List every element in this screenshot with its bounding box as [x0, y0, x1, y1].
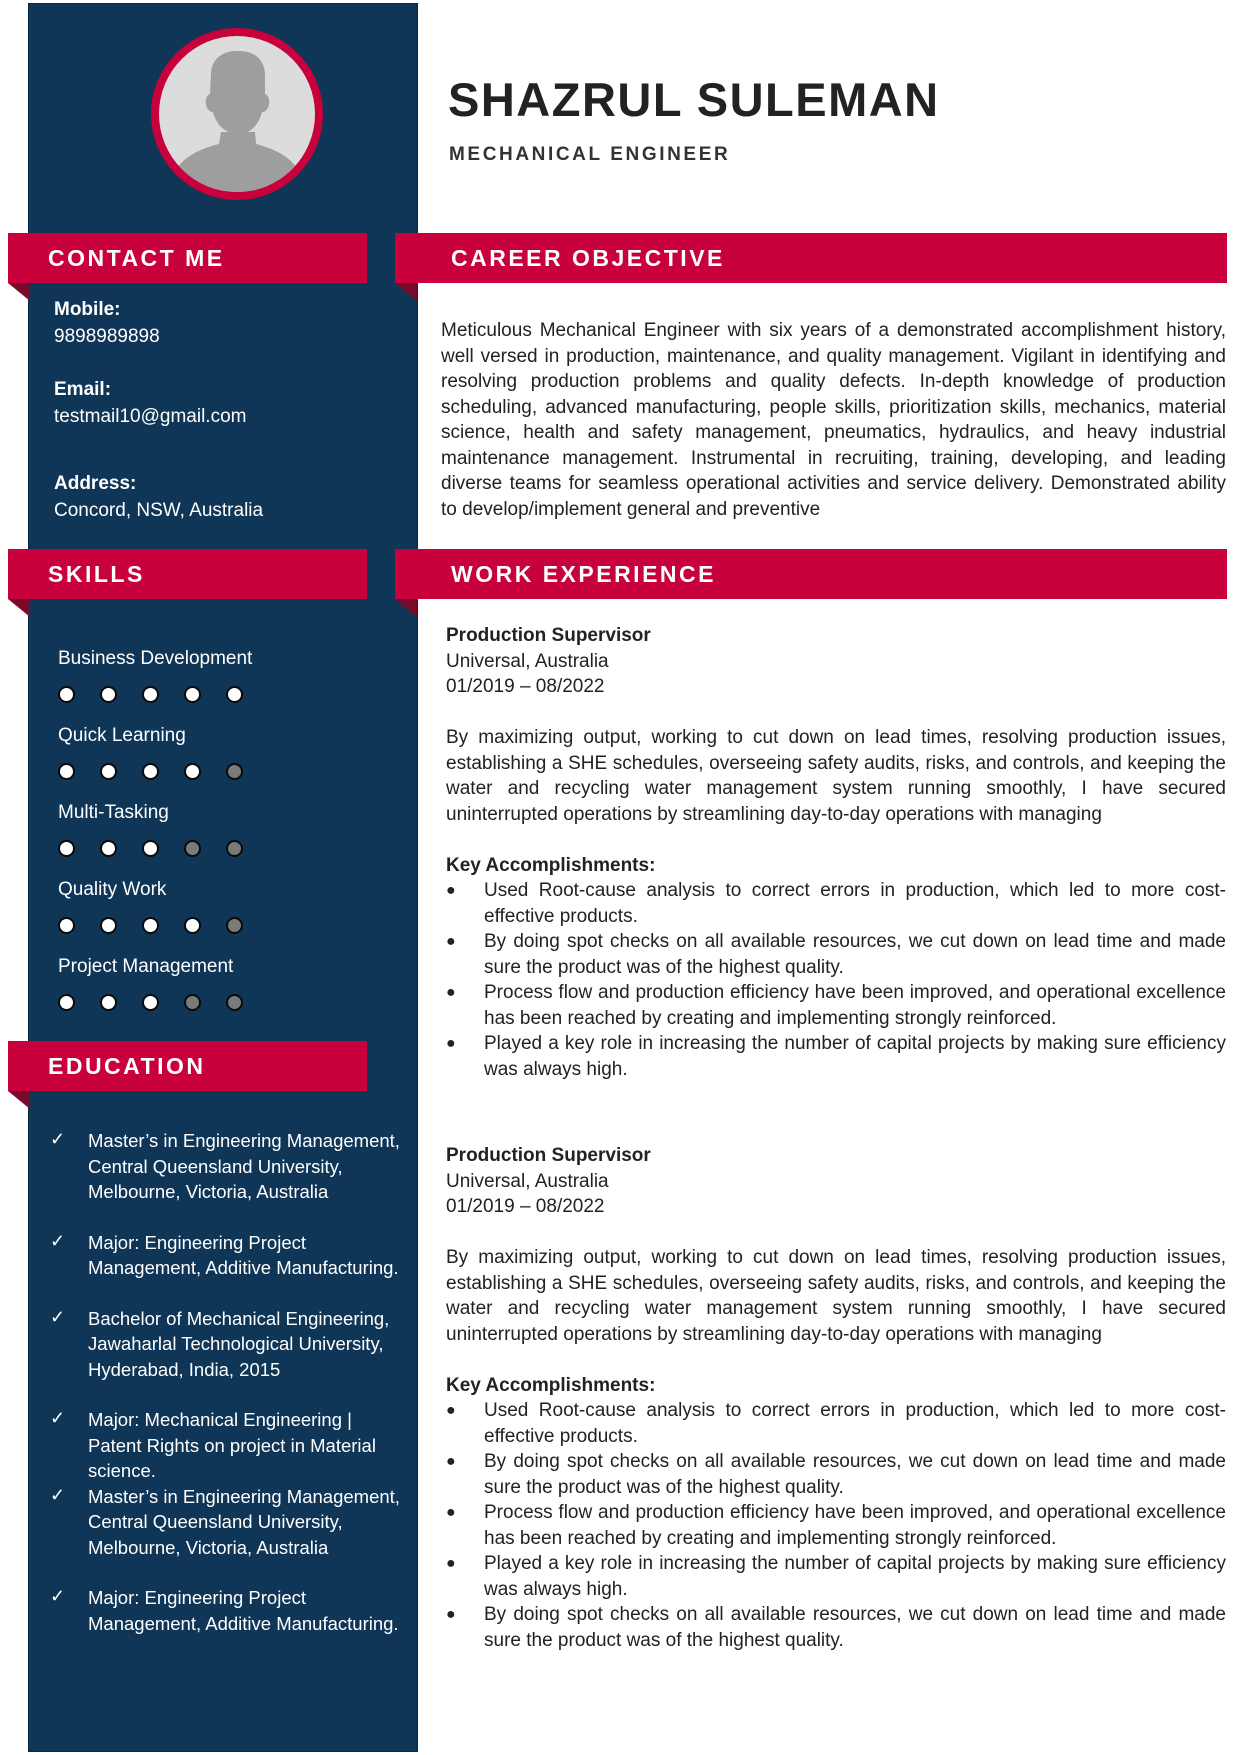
rating-dot-empty	[226, 763, 243, 780]
education-text: Bachelor of Mechanical Engineering, Jawaharlal Technological University, Hyderabad, India, 2015	[88, 1307, 390, 1380]
contact-address-value: Concord, NSW, Australia	[54, 500, 264, 521]
rating-dot-filled	[184, 686, 201, 703]
rating-dot-empty	[226, 994, 243, 1011]
accomplishments-title: Key Accomplishments:	[446, 854, 656, 876]
rating-dot-empty	[226, 840, 243, 857]
job-role: Production Supervisor	[446, 625, 651, 646]
bullet-icon: ●	[446, 1504, 456, 1521]
rating-dot-filled	[100, 994, 117, 1011]
skill-name: Project Management	[58, 956, 234, 977]
checkmark-icon: ✓	[50, 1484, 66, 1505]
ribbon-fold	[8, 599, 30, 617]
rating-dot-filled	[142, 686, 159, 703]
job-company: Universal, Australia	[446, 1170, 609, 1192]
education-item	[50, 1230, 400, 1281]
rating-dot-filled	[184, 763, 201, 780]
skill-rating	[58, 917, 268, 934]
skill-rating	[58, 686, 268, 703]
checkmark-icon: ✓	[50, 1230, 66, 1251]
rating-dot-filled	[100, 686, 117, 703]
ribbon-fold	[8, 1091, 30, 1109]
section-title-skills: SKILLS	[48, 561, 145, 587]
profile-photo	[151, 28, 323, 200]
rating-dot-filled	[100, 763, 117, 780]
skill-name: Quality Work	[58, 879, 167, 900]
rating-dot-filled	[142, 994, 159, 1011]
job-dates: 01/2019 – 08/2022	[446, 1196, 605, 1217]
job-description: By maximizing output, working to cut down on lead times, resolving production issues, establishing a SHE schedules, overseeing safety audits, risks, and controls, and keeping the water and recycling water management system running smoothly, I have secured uninterrupted operations by streamlining day-to-day operations with managing	[446, 1247, 1226, 1345]
contact-email-value[interactable]: testmail10@gmail.com	[54, 406, 247, 427]
rating-dot-filled	[100, 840, 117, 857]
skill-rating	[58, 840, 268, 857]
section-title-experience: WORK EXPERIENCE	[451, 561, 716, 587]
contact-mobile	[54, 297, 160, 351]
contact-address	[54, 471, 263, 525]
accomplishment-item	[446, 1500, 1226, 1551]
accomplishment-text: Process flow and production efficiency have been improved, and operational excellence has been reached by creating and implementing strongly reinforced.	[484, 1502, 1226, 1549]
career-objective-text: Meticulous Mechanical Engineer with six years of a demonstrated accomplishment history, well versed in production, maintenance, and quality management. Vigilant in identifying and resolving production problems and quality defects. In-depth knowledge of production scheduling, advanced manufacturing, people skills, prioritization skills, mechanics, material science, health and safety management, pneumatics, hydraulics, and heavy industrial maintenance management. Instrumental in recruiting, training, developing, and leading diverse teams for seamless operational activities and service delivery. Demonstrated ability to develop/implement general and preventive	[441, 320, 1226, 520]
checkmark-icon: ✓	[50, 1306, 66, 1327]
accomplishment-text: Used Root-cause analysis to correct errors in production, which led to more cost-effective products.	[484, 1400, 1226, 1447]
accomplishment-text: By doing spot checks on all available resources, we cut down on lead time and made sure the product was of the highest quality.	[484, 1604, 1226, 1651]
section-header-education	[8, 1041, 367, 1091]
bullet-icon: ●	[446, 882, 456, 899]
accomplishments-list	[446, 1398, 1226, 1653]
accomplishment-text: By doing spot checks on all available resources, we cut down on lead time and made sure the product was of the highest quality.	[484, 931, 1226, 978]
checkmark-icon: ✓	[50, 1586, 66, 1606]
job-company: Universal, Australia	[446, 650, 609, 672]
rating-dot-filled	[226, 686, 243, 703]
rating-dot-filled	[58, 686, 75, 703]
section-title-objective: CAREER OBJECTIVE	[451, 245, 725, 271]
contact-mobile-value: 9898989898	[54, 326, 160, 347]
skill-item	[58, 801, 378, 878]
candidate-title: MECHANICAL ENGINEER	[449, 144, 731, 165]
contact-address-label: Address:	[54, 473, 137, 494]
rating-dot-empty	[184, 840, 201, 857]
education-item	[50, 1407, 400, 1484]
education-text: Master’s in Engineering Management, Central Queensland University, Melbourne, Victoria, Australia	[88, 1485, 400, 1558]
bullet-icon: ●	[446, 1402, 456, 1419]
rating-dot-filled	[142, 917, 159, 934]
accomplishments-title: Key Accomplishments:	[446, 1374, 656, 1396]
skill-rating	[58, 763, 268, 780]
avatar	[159, 36, 315, 192]
ribbon-fold	[395, 599, 417, 617]
education-item	[50, 1128, 400, 1205]
education-text: Major: Engineering Project Management, Additive Manufacturing.	[88, 1587, 399, 1634]
skill-item	[58, 724, 378, 801]
skill-item	[58, 647, 378, 724]
section-header-experience	[395, 549, 1227, 599]
accomplishment-text: Used Root-cause analysis to correct errors in production, which led to more cost-effective products.	[484, 880, 1226, 927]
section-header-skills	[8, 549, 367, 599]
bullet-icon: ●	[446, 1453, 456, 1470]
section-header-objective	[395, 233, 1227, 283]
skill-name: Business Development	[58, 648, 253, 669]
accomplishment-item	[446, 1551, 1226, 1602]
bullet-icon: ●	[446, 933, 456, 950]
ribbon-fold	[8, 283, 30, 301]
accomplishments-list	[446, 878, 1226, 1082]
skills-list	[58, 647, 378, 1032]
contact-email-label: Email:	[54, 379, 112, 400]
accomplishment-item	[446, 878, 1226, 929]
person-silhouette-icon	[159, 36, 315, 192]
skill-item	[58, 878, 378, 955]
accomplishment-item	[446, 1398, 1226, 1449]
job-dates: 01/2019 – 08/2022	[446, 676, 605, 697]
rating-dot-empty	[184, 994, 201, 1011]
skill-name: Multi-Tasking	[58, 802, 169, 823]
contact-email	[54, 377, 246, 431]
experience-entry	[446, 623, 1226, 1082]
education-item	[50, 1484, 400, 1561]
experience-entry	[446, 1143, 1226, 1653]
bullet-icon: ●	[446, 984, 456, 1001]
rating-dot-filled	[100, 917, 117, 934]
section-title-contact: CONTACT ME	[48, 245, 225, 271]
education-text: Major: Engineering Project Management, Additive Manufacturing.	[88, 1231, 399, 1278]
rating-dot-filled	[58, 917, 75, 934]
accomplishment-text: Process flow and production efficiency have been improved, and operational excellence has been reached by creating and implementing strongly reinforced.	[484, 982, 1226, 1029]
education-text: Master’s in Engineering Management, Central Queensland University, Melbourne, Victoria, Australia	[88, 1130, 400, 1202]
checkmark-icon: ✓	[50, 1129, 66, 1149]
candidate-name: SHAZRUL SULEMAN	[448, 73, 940, 126]
rating-dot-filled	[142, 840, 159, 857]
rating-dot-filled	[184, 917, 201, 934]
rating-dot-filled	[142, 763, 159, 780]
section-title-education: EDUCATION	[48, 1053, 206, 1079]
section-header-contact	[8, 233, 367, 283]
skill-name: Quick Learning	[58, 725, 186, 746]
accomplishment-item	[446, 980, 1226, 1031]
accomplishment-item	[446, 1602, 1226, 1653]
skill-item	[58, 955, 378, 1032]
rating-dot-filled	[58, 994, 75, 1011]
job-role: Production Supervisor	[446, 1145, 651, 1166]
skill-rating	[58, 994, 268, 1011]
rating-dot-empty	[226, 917, 243, 934]
bullet-icon: ●	[446, 1606, 456, 1623]
accomplishment-text: Played a key role in increasing the number of capital projects by making sure efficiency was always high.	[484, 1553, 1226, 1600]
education-list	[50, 1128, 400, 1661]
bullet-icon: ●	[446, 1035, 456, 1052]
accomplishment-item	[446, 1031, 1226, 1082]
education-item	[50, 1585, 400, 1636]
job-description: By maximizing output, working to cut down on lead times, resolving production issues, establishing a SHE schedules, overseeing safety audits, risks, and controls, and keeping the water and recycling water management system running smoothly, I have secured uninterrupted operations by streamlining day-to-day operations with managing	[446, 727, 1226, 825]
ribbon-fold	[395, 283, 417, 301]
checkmark-icon: ✓	[50, 1408, 66, 1428]
bullet-icon: ●	[446, 1555, 456, 1572]
education-text: Major: Mechanical Engineering | Patent Rights on project in Material science.	[88, 1409, 376, 1481]
accomplishment-text: Played a key role in increasing the number of capital projects by making sure efficiency was always high.	[484, 1033, 1226, 1080]
accomplishment-item	[446, 1449, 1226, 1500]
accomplishment-item	[446, 929, 1226, 980]
contact-mobile-label: Mobile:	[54, 299, 121, 320]
rating-dot-filled	[58, 840, 75, 857]
rating-dot-filled	[58, 763, 75, 780]
education-item	[50, 1306, 400, 1383]
accomplishment-text: By doing spot checks on all available resources, we cut down on lead time and made sure the product was of the highest quality.	[484, 1451, 1226, 1498]
